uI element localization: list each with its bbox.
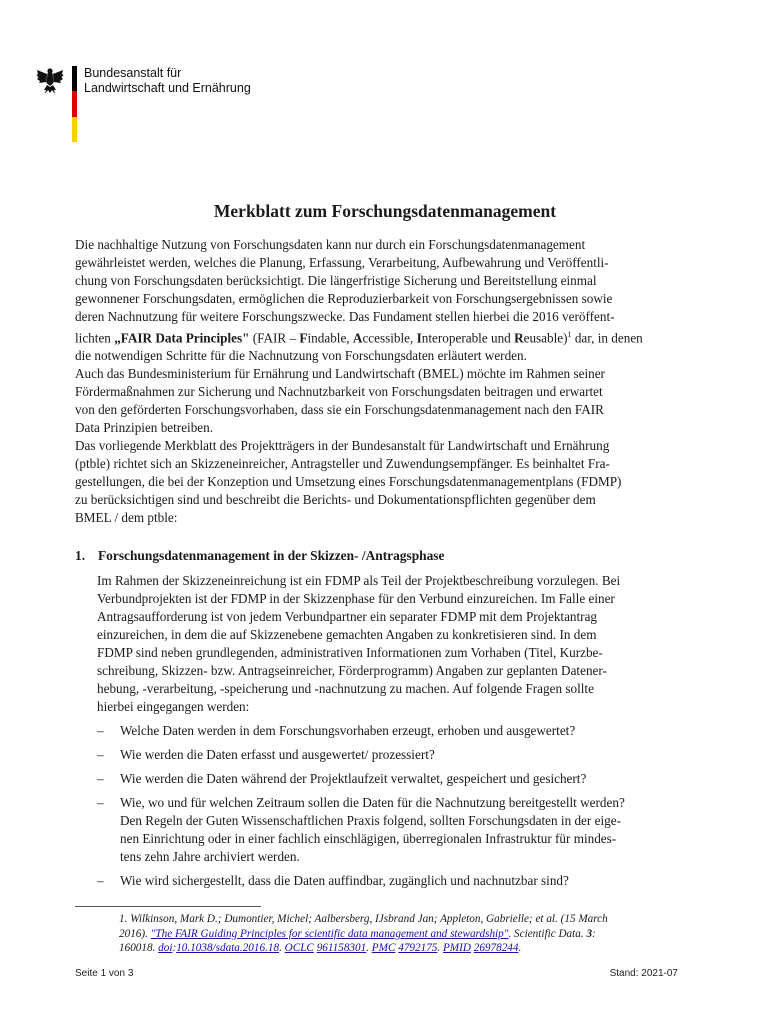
dash-bullet: – bbox=[97, 771, 104, 786]
section-1-heading bbox=[75, 548, 444, 564]
federal-eagle-icon bbox=[36, 66, 64, 96]
text: 2016). bbox=[119, 927, 151, 940]
text: 160018. bbox=[119, 942, 159, 954]
intro-line: Das vorliegende Merkblatt des Projektträgers in der Bundesanstalt für Landwirtschaft und Ernährung bbox=[75, 438, 610, 454]
volume: 3 bbox=[586, 927, 593, 940]
intro-line: deren Nachnutzung für weitere Forschungszwecke. Das Fundament stellen hierbei die 2016 veröffent- bbox=[75, 309, 615, 324]
pmid-link[interactable]: 26978244 bbox=[473, 942, 519, 954]
document-date: Stand: 2021-07 bbox=[609, 968, 678, 979]
list-item-text: Wie werden die Daten während der Projektlaufzeit verwaltet, gespeichert und gesichert? bbox=[120, 771, 587, 786]
text: : bbox=[592, 927, 596, 940]
text: nteroperable und bbox=[421, 330, 515, 346]
footnote-ref[interactable]: 1 bbox=[567, 330, 572, 339]
section-line: Antragsaufforderung ist von jedem Verbundpartner ein separater FDMP mit dem Projektantrag bbox=[97, 609, 598, 624]
text: : bbox=[172, 942, 177, 954]
section-title: Forschungsdatenmanagement in der Skizzen- /Antragsphase bbox=[98, 548, 445, 563]
dash-bullet: – bbox=[97, 795, 104, 810]
pmid-label-link[interactable]: PMID bbox=[442, 942, 471, 954]
organization-name bbox=[84, 66, 251, 96]
section-line: hierbei eingegangen werden: bbox=[97, 699, 250, 714]
text: ccessible, bbox=[362, 330, 417, 346]
list-item-text: Wie werden die Daten erfasst und ausgewertet/ prozessiert? bbox=[120, 747, 435, 762]
text: . Scientific Data. bbox=[508, 927, 587, 940]
doi-link[interactable]: 10.1038/sdata.2016.18 bbox=[176, 942, 280, 954]
intro-line: Data Prinzipien betreiben. bbox=[75, 420, 214, 436]
german-flag-bar bbox=[72, 66, 77, 142]
pmc-link[interactable]: 4792175 bbox=[398, 942, 438, 954]
page-number: Seite 1 von 3 bbox=[75, 968, 134, 979]
text: . bbox=[437, 942, 443, 954]
section-line: FDMP sind neben grundlegenden, administrativen Informationen zum Vorhaben (Titel, Kurzbe- bbox=[97, 645, 603, 660]
text: . bbox=[279, 942, 285, 954]
section-1-paragraph bbox=[97, 572, 702, 716]
org-line-1: Bundesanstalt für bbox=[84, 66, 182, 80]
text: dar, in denen bbox=[571, 330, 643, 346]
intro-line: gestellungen, die bei der Konzeption und Umsetzung eines Forschungsdatenmanagementplans (FDMP) bbox=[75, 474, 622, 490]
list-item-text: Wie, wo und für welchen Zeitraum sollen die Daten für die Nachnutzung bereitgestellt werden? bbox=[120, 795, 625, 810]
section-line: Verbundprojekten ist der FDMP in der Skizzenphase für den Verbund einzureichen. Im Falle einer bbox=[97, 591, 615, 606]
intro-line: gewährleistet werden, welches die Planung, Erfassung, Verarbeitung, Aufbewahrung und Veröffentli- bbox=[75, 255, 609, 270]
section-line: hebung, -verarbeitung, -speicherung und -nachnutzung zu machen. Auf folgende Fragen sollte bbox=[97, 681, 594, 696]
intro-line: chung von Forschungsdaten berücksichtigt. Die längerfristige Sicherung und Bereitstellung einmal bbox=[75, 273, 597, 288]
intro-line-fair bbox=[75, 326, 703, 347]
intro-line: gewonnener Forschungsdaten, ermöglichen die Reproduzierbarkeit von Forschungsergebnissen sowie bbox=[75, 291, 613, 306]
intro-line: BMEL / dem ptble: bbox=[75, 510, 178, 526]
doi-label-link[interactable]: doi bbox=[158, 942, 173, 954]
footnote-divider bbox=[75, 906, 261, 907]
section-line: Im Rahmen der Skizzeneinreichung ist ein FDMP als Teil der Projektbeschreibung vorzulegen. Bei bbox=[97, 573, 621, 588]
dash-bullet: – bbox=[97, 723, 104, 738]
fair-letter: R bbox=[514, 330, 524, 346]
list-item-text: Wie wird sichergestellt, dass die Daten auffindbar, zugänglich und nachnutzbar sind? bbox=[120, 873, 569, 888]
section-number: 1. bbox=[75, 548, 86, 563]
text: eusable) bbox=[523, 330, 568, 346]
fair-letter: I bbox=[416, 330, 422, 346]
section-line: schreibung, Skizzen- bzw. Antragseinreicher, Förderprogramm) Angaben zur geplanten Datener- bbox=[97, 663, 607, 678]
fair-letter: F bbox=[299, 330, 308, 346]
oclc-label-link[interactable]: OCLC bbox=[284, 942, 314, 954]
intro-line: (ptble) richtet sich an Skizzeneinreicher, Antragsteller und Zuwendungsempfänger. Es beinhaltet Fra- bbox=[75, 456, 610, 472]
intro-line: Fördermaßnahmen zur Sicherung und Nachnutzbarkeit von Forschungsdaten beitragen und erwartet bbox=[75, 384, 603, 400]
intro-line: Auch das Bundesministerium für Ernährung und Landwirtschaft (BMEL) möchte im Rahmen seiner bbox=[75, 366, 605, 382]
dash-bullet: – bbox=[97, 873, 104, 888]
footnote bbox=[119, 912, 699, 956]
text: (FAIR – bbox=[249, 330, 300, 346]
text: indable, bbox=[307, 330, 353, 346]
text: . bbox=[518, 942, 522, 954]
article-title-link[interactable]: "The FAIR Guiding Principles for scientific data management and stewardship" bbox=[150, 927, 509, 940]
document-title: Merkblatt zum Forschungsdatenmanagement bbox=[213, 201, 557, 221]
intro-line: Die nachhaltige Nutzung von Forschungsdaten kann nur durch ein Forschungsdatenmanagement bbox=[75, 237, 586, 252]
intro-line: zu berücksichtigen sind und beschreibt die Berichts- und Dokumentationspflichten gegenüber dem bbox=[75, 492, 596, 508]
fair-letter: A bbox=[352, 330, 363, 346]
footnote-authors: 1. Wilkinson, Mark D.; Dumontier, Michel; Aalbersberg, IJsbrand Jan; Appleton, Gabrielle; et al. (15 March bbox=[119, 913, 608, 925]
intro-line: von den geförderten Forschungsvorhaben, dass sie ein Forschungsdatenmanagement nach den FAIR bbox=[75, 402, 604, 418]
list-item-text: nen Einrichtung oder in einer fachlich einschlägigen, überregionalen Infrastruktur für mindes- bbox=[120, 831, 617, 846]
section-line: einzureichen, in dem die auf Skizzenebene gemachten Angaben zu konkretisieren sind. In dem bbox=[97, 627, 597, 642]
footnote-line-3 bbox=[119, 941, 699, 956]
fair-principles-bold: „FAIR Data Principles" bbox=[114, 330, 250, 346]
dash-bullet: – bbox=[97, 747, 104, 762]
intro-paragraph bbox=[75, 236, 703, 527]
oclc-link[interactable]: 961158301 bbox=[316, 942, 367, 954]
text: . bbox=[366, 942, 372, 954]
pmc-label-link[interactable]: PMC bbox=[371, 942, 396, 954]
list-item-text: Den Regeln der Guten Wissenschaftlichen Praxis folgend, sollten Forschungsdaten in der eige- bbox=[120, 813, 621, 828]
intro-line: die notwendigen Schritte für die Nachnutzung von Forschungsdaten erläutert werden. bbox=[75, 348, 527, 364]
text: lichten bbox=[75, 330, 115, 346]
list-item-text: Welche Daten werden in dem Forschungsvorhaben erzeugt, erhoben und ausgewertet? bbox=[120, 723, 576, 738]
org-line-2: Landwirtschaft und Ernährung bbox=[84, 81, 251, 95]
footnote-line-2 bbox=[119, 927, 699, 942]
list-item-text: tens zehn Jahre archiviert werden. bbox=[120, 849, 300, 864]
